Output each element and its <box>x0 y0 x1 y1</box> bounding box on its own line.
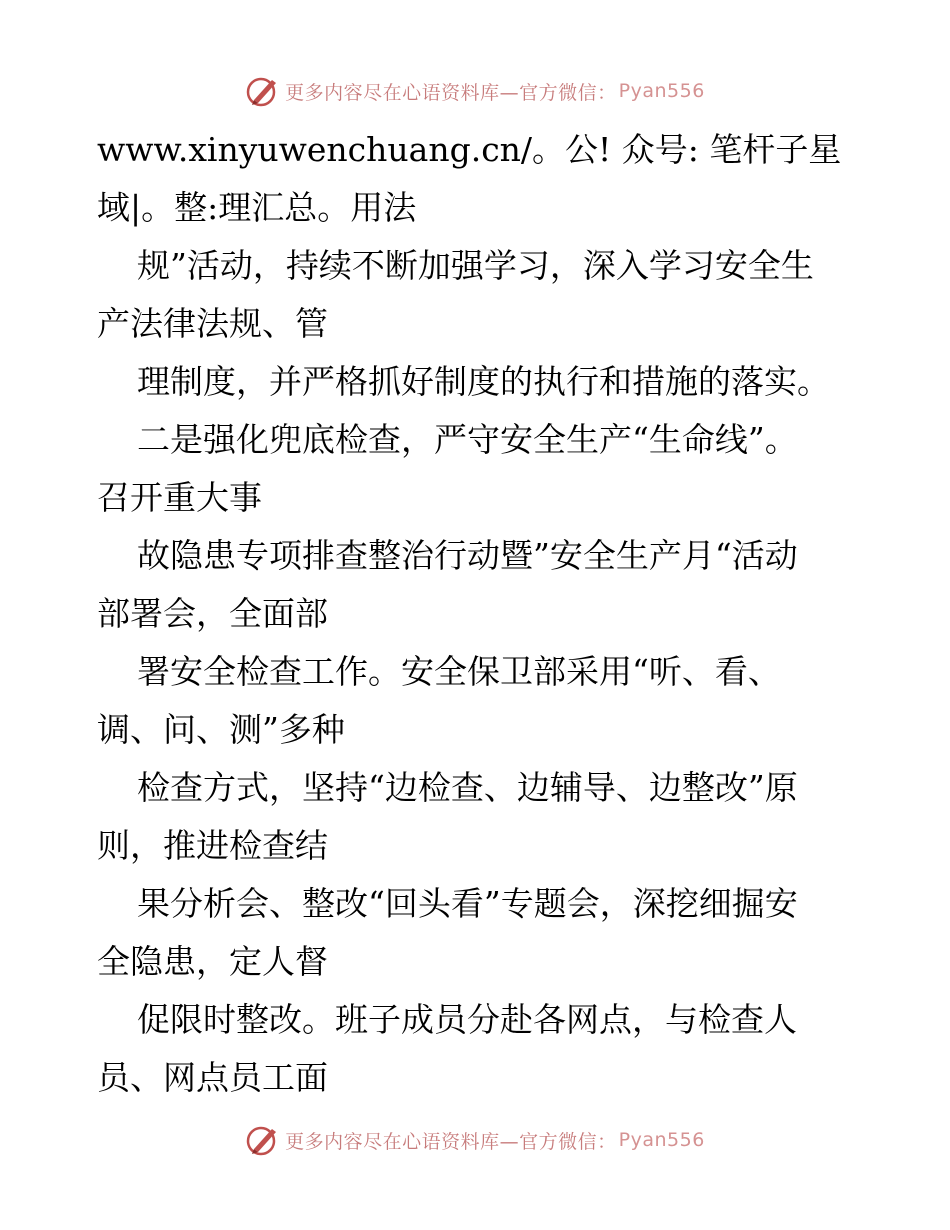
header-watermark <box>0 71 950 111</box>
text-line-3: 规”活动，持续不断加强学习，深入学习安全生 <box>137 246 814 285</box>
watermark-text: 更多内容尽在心语资料库—官方微信： <box>285 1130 617 1153</box>
pen-circle-logo-icon <box>245 1123 281 1157</box>
text-line-6: 二是强化兜底检查，严守安全生产“生命线”。 <box>137 420 798 459</box>
text-line-17: 员、网点员工面 <box>97 1058 328 1097</box>
footer-watermark <box>0 1120 950 1160</box>
text-line-10: 署安全检查工作。安全保卫部采用“听、看、 <box>137 652 781 691</box>
watermark-text: 更多内容尽在心语资料库—官方微信： <box>285 81 617 104</box>
text-line-2: 域|。整:理汇总。用法 <box>97 188 417 227</box>
text-line-13: 则，推进检查结 <box>97 826 328 865</box>
watermark-wechat-id: Pyan556 <box>618 80 705 102</box>
text-line-5: 理制度，并严格抓好制度的执行和措施的落实。 <box>137 362 830 401</box>
text-line-9: 部署会，全面部 <box>97 594 328 633</box>
text-line-15: 全隐患，定人督 <box>97 942 328 981</box>
text-line-12: 检查方式，坚持“边检查、边辅导、边整改”原 <box>137 768 798 807</box>
text-line-7: 召开重大事 <box>97 478 262 517</box>
pen-circle-logo-icon <box>245 74 281 108</box>
text-line-11: 调、问、测”多种 <box>97 710 345 749</box>
text-line-16: 促限时整改。班子成员分赴各网点，与检查人 <box>137 1000 797 1039</box>
text-line-1: www.xinyuwenchuang.cn/。公! 众号: 笔杆子星 <box>97 130 842 169</box>
document-body <box>97 121 857 1107</box>
text-line-4: 产法律法规、管 <box>97 304 328 343</box>
text-line-14: 果分析会、整改“回头看”专题会，深挖细掘安 <box>137 884 798 923</box>
text-line-8: 故隐患专项排查整治行动暨”安全生产月“活动 <box>137 536 798 575</box>
watermark-wechat-id: Pyan556 <box>618 1129 705 1151</box>
